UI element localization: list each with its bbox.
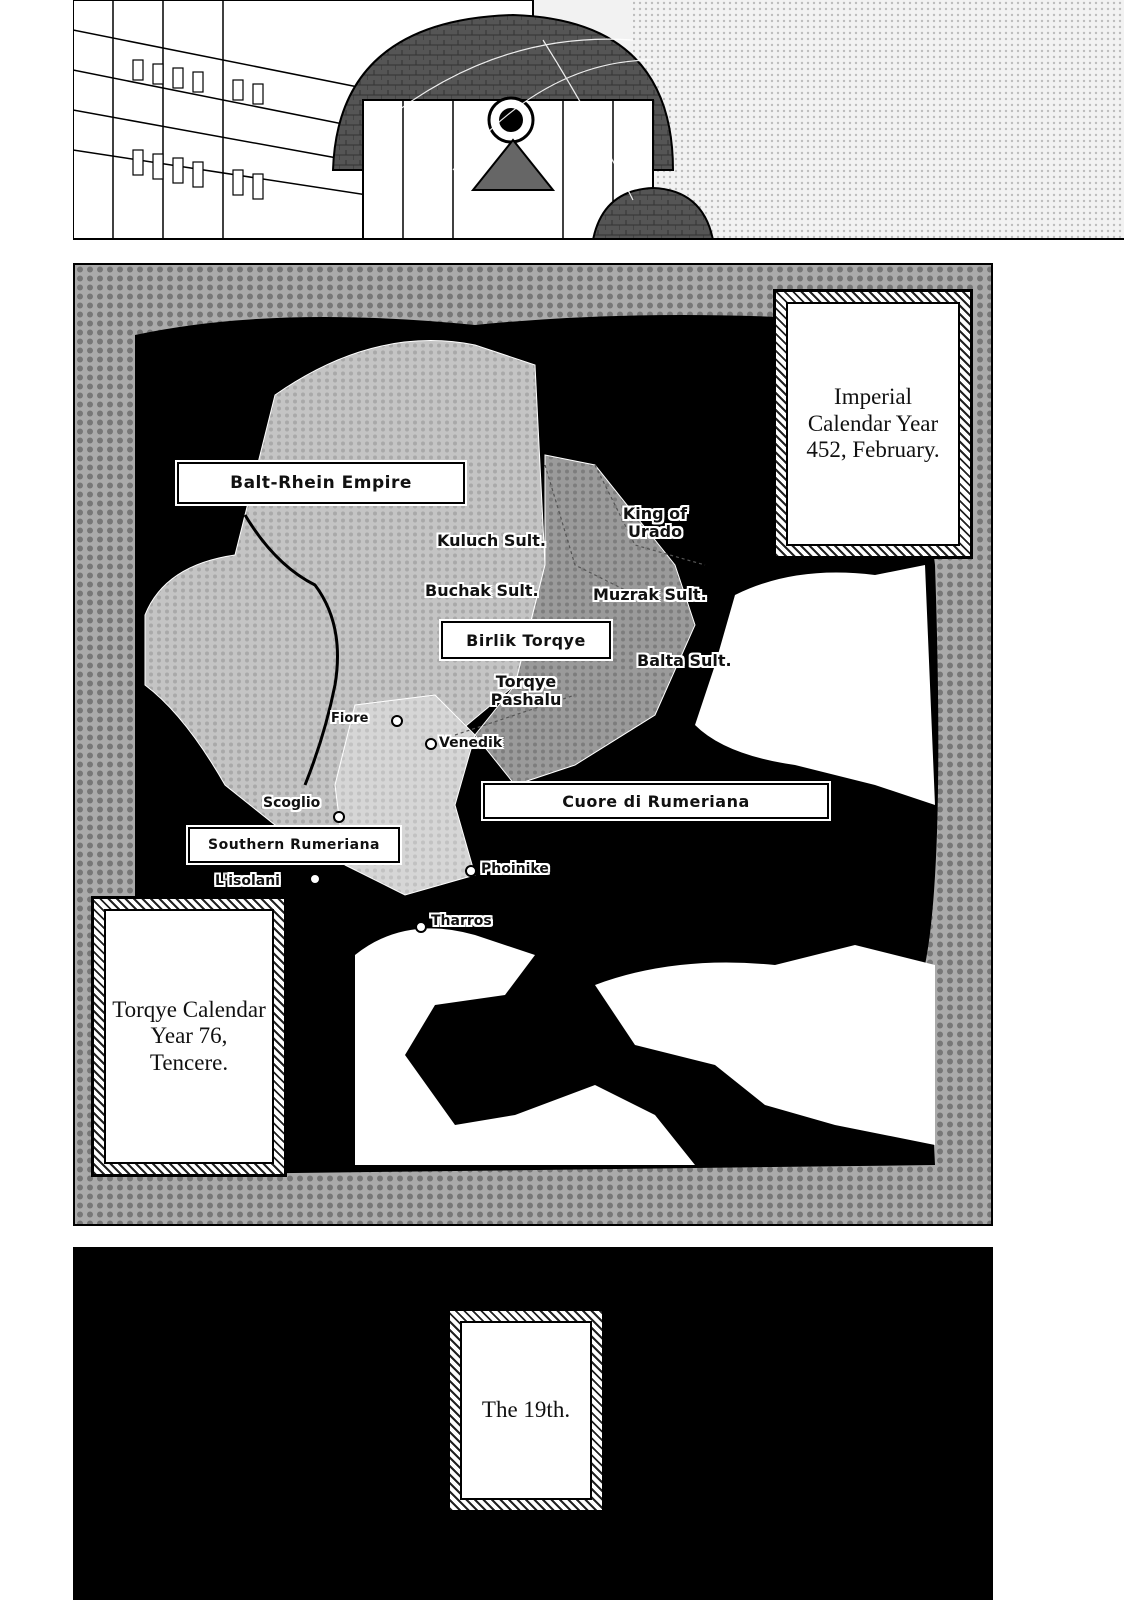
kuluch-sult-label: Kuluch Sult.	[437, 531, 546, 550]
cuore-di-rumeriana-label: Cuore di Rumeriana	[483, 783, 829, 819]
southern-rumeriana-label: Southern Rumeriana	[188, 827, 400, 863]
birlik-torqye-label: Birlik Torqye	[441, 621, 611, 659]
muzrak-sult-label: Muzrak Sult.	[593, 585, 707, 604]
scoglio-marker	[333, 811, 345, 823]
fiore-label: Fiore	[331, 711, 369, 726]
lisolani-label: L'isolani	[215, 873, 280, 889]
torqye-pashalu-label: Torqye Pashalu	[490, 672, 562, 709]
venedik-label: Venedik	[439, 735, 503, 751]
tharros-marker	[415, 921, 427, 933]
cathedral-illustration	[73, 0, 1124, 240]
venedik-marker	[425, 738, 437, 750]
torqye-calendar-caption: Torqye Calendar Year 76, Tencere.	[91, 896, 287, 1177]
lisolani-marker	[309, 873, 321, 885]
king-of-urado-label: King of Urado	[622, 504, 688, 541]
phoinike-marker	[465, 865, 477, 877]
scoglio-label: Scoglio	[263, 795, 321, 811]
fiore-marker	[391, 715, 403, 727]
balt-rhein-empire-label: Balt-Rhein Empire	[177, 462, 465, 504]
cathedral-panel	[73, 0, 1124, 240]
black-panel	[73, 1247, 993, 1600]
buchak-sult-label: Buchak Sult.	[425, 581, 539, 600]
date-caption: The 19th.	[447, 1308, 605, 1513]
tharros-label: Tharros	[431, 913, 492, 929]
map-panel	[73, 263, 993, 1226]
imperial-calendar-caption: Imperial Calendar Year 452, February.	[773, 289, 973, 559]
phoinike-label: Phoinike	[481, 861, 549, 877]
balta-sult-label: Balta Sult.	[637, 651, 732, 670]
